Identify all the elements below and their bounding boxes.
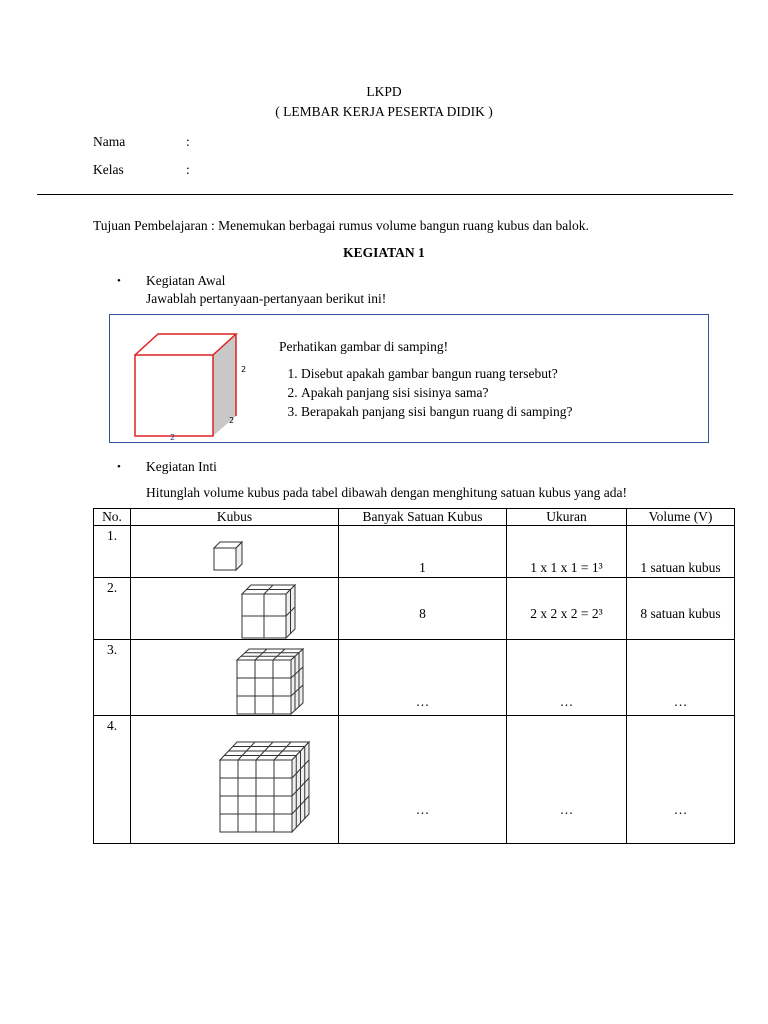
header-kubus: Kubus <box>131 509 339 526</box>
count-cell <box>339 716 507 844</box>
question-intro: Perhatikan gambar di samping! <box>279 339 449 354</box>
count-cell <box>339 526 507 578</box>
volume-cell <box>627 640 735 716</box>
cube-4x4-cell <box>131 716 339 844</box>
question-list-block <box>279 337 572 421</box>
size-cell <box>507 716 627 844</box>
size-value: 2 x 2 x 2 = 2³ <box>530 606 603 621</box>
size-cell <box>507 640 627 716</box>
horizontal-divider <box>37 194 733 195</box>
cube-height-label: 2 <box>241 365 247 374</box>
class-colon: : <box>186 162 190 177</box>
section-awal-title: Kegiatan Awal <box>146 273 226 288</box>
header-ukuran: Ukuran <box>507 509 627 526</box>
count-value: 1 <box>419 560 426 575</box>
volume-value: … <box>673 694 688 709</box>
bullet-icon: • <box>117 461 121 473</box>
table-row <box>94 526 735 578</box>
header-volume: Volume (V) <box>627 509 735 526</box>
table-row <box>94 640 735 716</box>
volume-cell <box>627 578 735 640</box>
volume-value: … <box>673 802 688 817</box>
cube-width-label: 2 <box>170 433 176 442</box>
table-row <box>94 716 735 844</box>
count-value: … <box>415 694 430 709</box>
class-label: Kelas <box>93 162 124 177</box>
section-inti-title: Kegiatan Inti <box>146 459 217 474</box>
row-number: 1. <box>94 526 131 578</box>
section-inti-instruction: Hitunglah volume kubus pada tabel dibawah dengan menghitung satuan kubus yang ada! <box>146 485 628 500</box>
section-awal-instruction: Jawablah pertanyaan-pertanyaan berikut ini! <box>146 291 387 306</box>
question-item: 2. Apakah panjang sisi sisinya sama? <box>301 383 572 402</box>
header-no: No. <box>94 509 131 526</box>
document-title: LKPD <box>366 84 402 99</box>
volume-value: 8 satuan kubus <box>640 606 721 621</box>
learning-objective: Tujuan Pembelajaran : Menemukan berbagai rumus volume bangun ruang kubus dan balok. <box>93 218 589 233</box>
cube-illustration <box>128 322 258 442</box>
name-label: Nama <box>93 134 126 149</box>
size-value: … <box>559 694 574 709</box>
bullet-icon: • <box>117 275 121 287</box>
cube-2x2-image <box>131 578 337 639</box>
document-subtitle: ( LEMBAR KERJA PESERTA DIDIK ) <box>275 104 493 119</box>
cube-4x4-image <box>131 716 337 843</box>
cube-1x1-image <box>131 526 337 577</box>
table-row <box>94 578 735 640</box>
volume-value: 1 satuan kubus <box>640 560 721 575</box>
count-cell <box>339 640 507 716</box>
name-colon: : <box>186 134 190 149</box>
cube-3x3-image <box>131 640 337 715</box>
row-number: 2. <box>94 578 131 640</box>
question-list <box>279 364 572 421</box>
volume-cell <box>627 716 735 844</box>
activity-title: KEGIATAN 1 <box>343 245 425 260</box>
cube-2x2-cell <box>131 578 339 640</box>
count-cell <box>339 578 507 640</box>
row-number: 3. <box>94 640 131 716</box>
header-banyak-satuan: Banyak Satuan Kubus <box>339 509 507 526</box>
cube-1x1-cell <box>131 526 339 578</box>
count-value: … <box>415 802 430 817</box>
size-cell <box>507 526 627 578</box>
table-header-row <box>94 509 735 526</box>
volume-table <box>93 508 735 844</box>
size-value: … <box>559 802 574 817</box>
cube-3x3-cell <box>131 640 339 716</box>
question-item: 3. Berapakah panjang sisi bangun ruang di samping? <box>301 402 572 421</box>
size-value: 1 x 1 x 1 = 1³ <box>530 560 603 575</box>
count-value: 8 <box>419 606 426 621</box>
question-item: 1. Disebut apakah gambar bangun ruang tersebut? <box>301 364 572 383</box>
size-cell <box>507 578 627 640</box>
volume-cell <box>627 526 735 578</box>
cube-depth-label: 2 <box>229 416 235 425</box>
row-number: 4. <box>94 716 131 844</box>
